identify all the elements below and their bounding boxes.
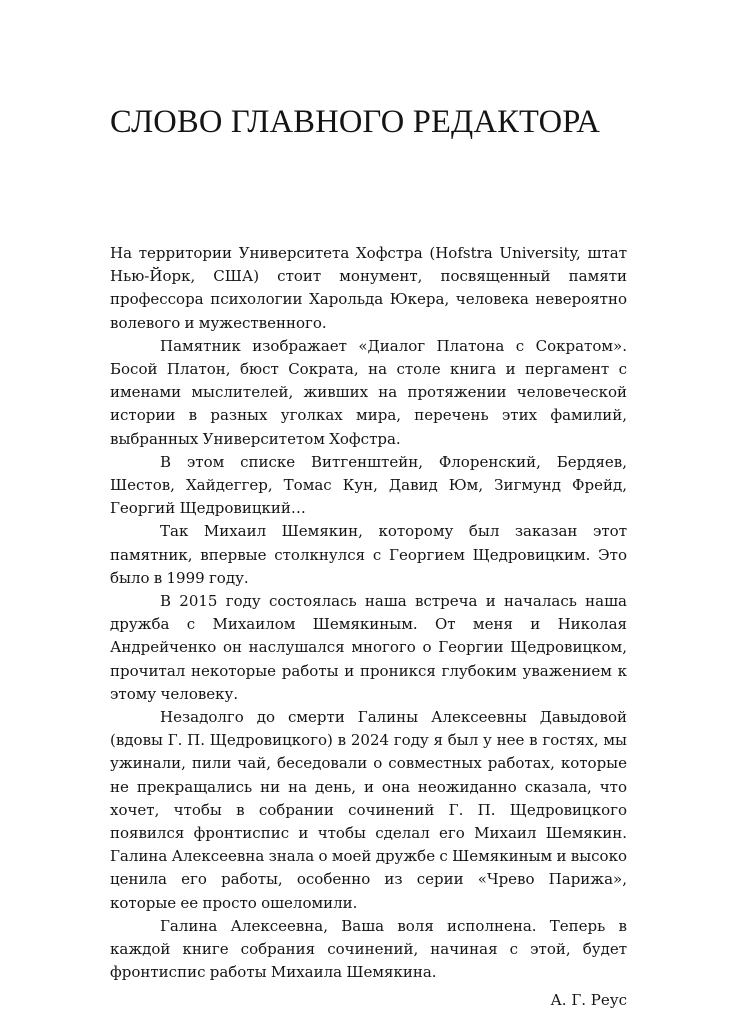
paragraph-2015: В 2015 году состоялась наша встреча и началась наша дружба с Михаилом Шемякиным. От меня и Николая Андрейченко он наслушался многого о Георгии Щедровицком, прочитал некоторые работы и проникся глубоким уважением к этому человеку. [110,592,627,703]
paragraph-monument: Памятник изображает «Диалог Платона с Сократом». Босой Платон, бюст Сократа, на столе книга и пергамент с именами мыслителей, живших на протяжении человеческой истории в разных уголках мира, перечень этих фамилий, выбранных Университетом Хофстра. [110,336,627,448]
paragraph-intro: На территории Университета Хофстра (Hofstra University, штат Нью-Йорк, США) стоит монумент, посвященный памяти профессора психологии Харольда Юкера, человека невероятно волевого и мужественного. [110,244,627,332]
paragraph-davydova: Незадолго до смерти Галины Алексеевны Давыдовой (вдовы Г. П. Щедровицкого) в 2024 году я был у нее в гостях, мы ужинали, пили чай, беседовали о совместных работах, которые не прекращались ни на день, и она неожиданно сказала, что хочет, чтобы в собрании сочинений Г. П. Щедровицкого появился фронтиспис и чтобы сделал его Михаил Шемякин. Галина Алексеевна знала о моей дружбе с Шемякиным и высоко ценила его работы, особенно из серии «Чрево Парижа», которые ее просто ошеломили. [110,708,627,912]
paragraph-list: В этом списке Витгенштейн, Флоренский, Бердяев, Шестов, Хайдеггер, Томас Кун, Давид Юм, Зигмунд Фрейд, Георгий Щедровицкий… [110,452,627,518]
page-title: СЛОВО ГЛАВНОГО РЕДАКТОРА [110,104,601,140]
editorial-body [110,242,627,1012]
paragraph-closing: Галина Алексеевна, Ваша воля исполнена. Теперь в каждой книге собрания сочинений, начиная с этой, будет фронтиспис работы Михаила Шемякина. [110,916,627,982]
paragraph-shemyakin: Так Михаил Шемякин, которому был заказан этот памятник, впервые столкнулся с Георгием Щедровицким. Это было в 1999 году. [110,522,627,587]
author-signature: А. Г. Реус [550,990,627,1009]
